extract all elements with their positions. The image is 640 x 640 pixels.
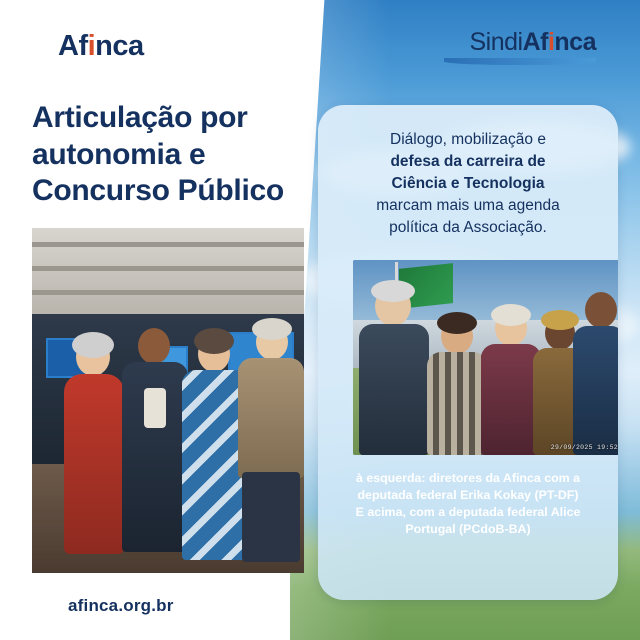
card-text-block: [334, 129, 602, 239]
website-url[interactable]: afinca.org.br: [68, 596, 174, 615]
afinca-logo-part2: nca: [95, 30, 144, 62]
caption-line-1: à esquerda: diretores da Afinca com a: [355, 471, 581, 485]
sindiafinca-logo-prefix: Sindi: [469, 28, 523, 56]
caption-line-4: Portugal (PCdoB-BA): [405, 522, 531, 537]
photo-left-group: [32, 228, 304, 573]
afinca-logo-part1: Af: [58, 30, 88, 62]
afinca-logo: [58, 30, 144, 63]
card-line-3: Ciência e Tecnologia: [391, 175, 545, 192]
card-line-2: defesa da carreira de: [390, 153, 546, 170]
sindiafinca-logo-swoosh: [444, 58, 596, 65]
photo-right-group: [353, 260, 618, 455]
card-line-4: marcam mais uma agenda: [376, 197, 560, 214]
photo-left-ceiling: [32, 228, 304, 314]
info-card: [318, 105, 618, 600]
sindiafinca-logo-part2: nca: [554, 28, 596, 56]
page-title: Articulação por autonomia e Concurso Público: [32, 101, 284, 208]
photo-timestamp: 29/09/2025 19:52: [550, 444, 618, 451]
photo-caption: [336, 470, 600, 538]
caption-line-3: E acima, com a deputada federal Alice: [355, 505, 581, 520]
sindiafinca-logo-part1: Af: [522, 28, 548, 56]
caption-line-2: deputada federal Erika Kokay (PT-DF): [357, 488, 579, 503]
afinca-logo-accent: i: [87, 30, 96, 62]
sindiafinca-logo: [444, 30, 596, 65]
card-line-5: política da Associação.: [389, 219, 547, 236]
sindiafinca-logo-accent: i: [547, 28, 555, 56]
card-line-1: Diálogo, mobilização e: [390, 131, 546, 148]
